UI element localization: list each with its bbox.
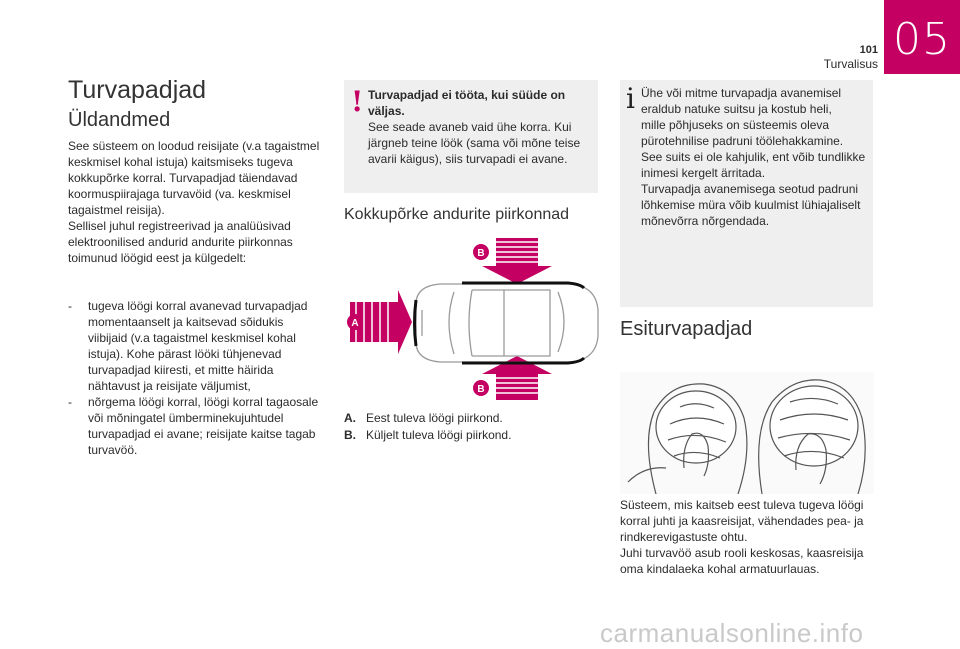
watermark: carmanualsonline.info <box>600 618 864 648</box>
svg-text:B: B <box>477 384 485 395</box>
info-box <box>620 80 873 307</box>
intro-text: See süsteem on loodud reisijate (v.a tagaistmel keskmisel kohal istuja) kaitsmiseks tugeva kokkupõrke korral. Turvapadjad täiendavad koormuspiirajaga turvavöid (va. keskmisel tagaistmel reisija). Sellisel juhul registreerivad ja analüüsivad elektroonilised andurid andurite piirkonnas toimunud löögid eest ja külgedelt: <box>68 139 320 265</box>
warning-bold-text: Turvapadjad ei tööta, kui süüde on väljas. <box>368 88 566 118</box>
info-text: Ühe või mitme turvapadja avanemisel eraldub natuke suitsu ja kostub heli, mille põhjuseks on süsteemis oleva pürotehnilise padruni töölehakkamine. See suits ei ole kahjulik, ent võib tundlikke inimesi kergelt ärritada. Turvapadja avanemisega seotud padruni lõhkemise müra võib kuulmist lühiajaliselt mõnevõrra nõrgendada. <box>641 86 866 228</box>
side-impact-arrow-top <box>482 238 552 284</box>
zones-heading: Kokkupõrke andurite piirkonnad <box>344 206 570 223</box>
front-sensor-zone <box>415 300 417 346</box>
conditions-list <box>68 298 338 458</box>
page-title: Turvapadjad <box>68 76 207 104</box>
section-name: Turvalisus <box>823 57 878 71</box>
list-item: - nõrgema löögi korral, löögi korral tagaosale või mõningatel ümberminekujuhtudel turvapadjad ei avane; reisijate kaitse tagab turvavöö. <box>68 395 319 457</box>
label-a <box>347 314 363 330</box>
side-sensor-zone <box>462 283 584 363</box>
label-b-top <box>473 244 489 260</box>
front-airbags-illustration <box>620 372 874 494</box>
zones-captions <box>344 410 604 444</box>
car-top-view <box>416 284 598 362</box>
warning-box <box>344 80 598 193</box>
svg-text:B: B <box>477 248 485 259</box>
page-number: 101 <box>859 44 878 56</box>
caption-row: A. Eest tuleva löögi piirkond. <box>344 411 503 425</box>
front-airbags-text: Süsteem, mis kaitseb eest tuleva tugeva löögi korral juhti ja kaasreisijat, vähendades pea- ja rindkerevigastuste ohtu. Juhi turvavöö asub rooli keskosas, kaasreisija oma kindalaeka kohal armatuurlauas. <box>620 498 864 576</box>
info-icon: i <box>626 82 635 115</box>
impact-zones-diagram <box>344 232 604 402</box>
warning-text: See seade avaneb vaid ühe korra. Kui järgneb teine löök (sama või mõne teise avarii käigus), siis turvapadi ei avane. <box>368 120 581 166</box>
front-airbags-heading: Esiturvapadjad <box>620 318 753 340</box>
warning-icon: ! <box>351 85 364 118</box>
svg-text:A: A <box>351 318 359 329</box>
chapter-tab: 05 <box>884 0 960 74</box>
section-subtitle: Üldandmed <box>68 109 171 131</box>
list-item: - tugeva löögi korral avanevad turvapadjad momentaanselt ja kaitsevad sõidukis viibijaid (v.a tagaistmel keskmisel kohal istuja). Kohe pärast lööki tühjenevad turvapadjad kiiresti, et mitte häirida nähtavust ja reisijate väljumist, <box>68 299 308 393</box>
caption-row: B. Küljelt tuleva löögi piirkond. <box>344 428 512 442</box>
label-b-bottom <box>473 380 489 396</box>
